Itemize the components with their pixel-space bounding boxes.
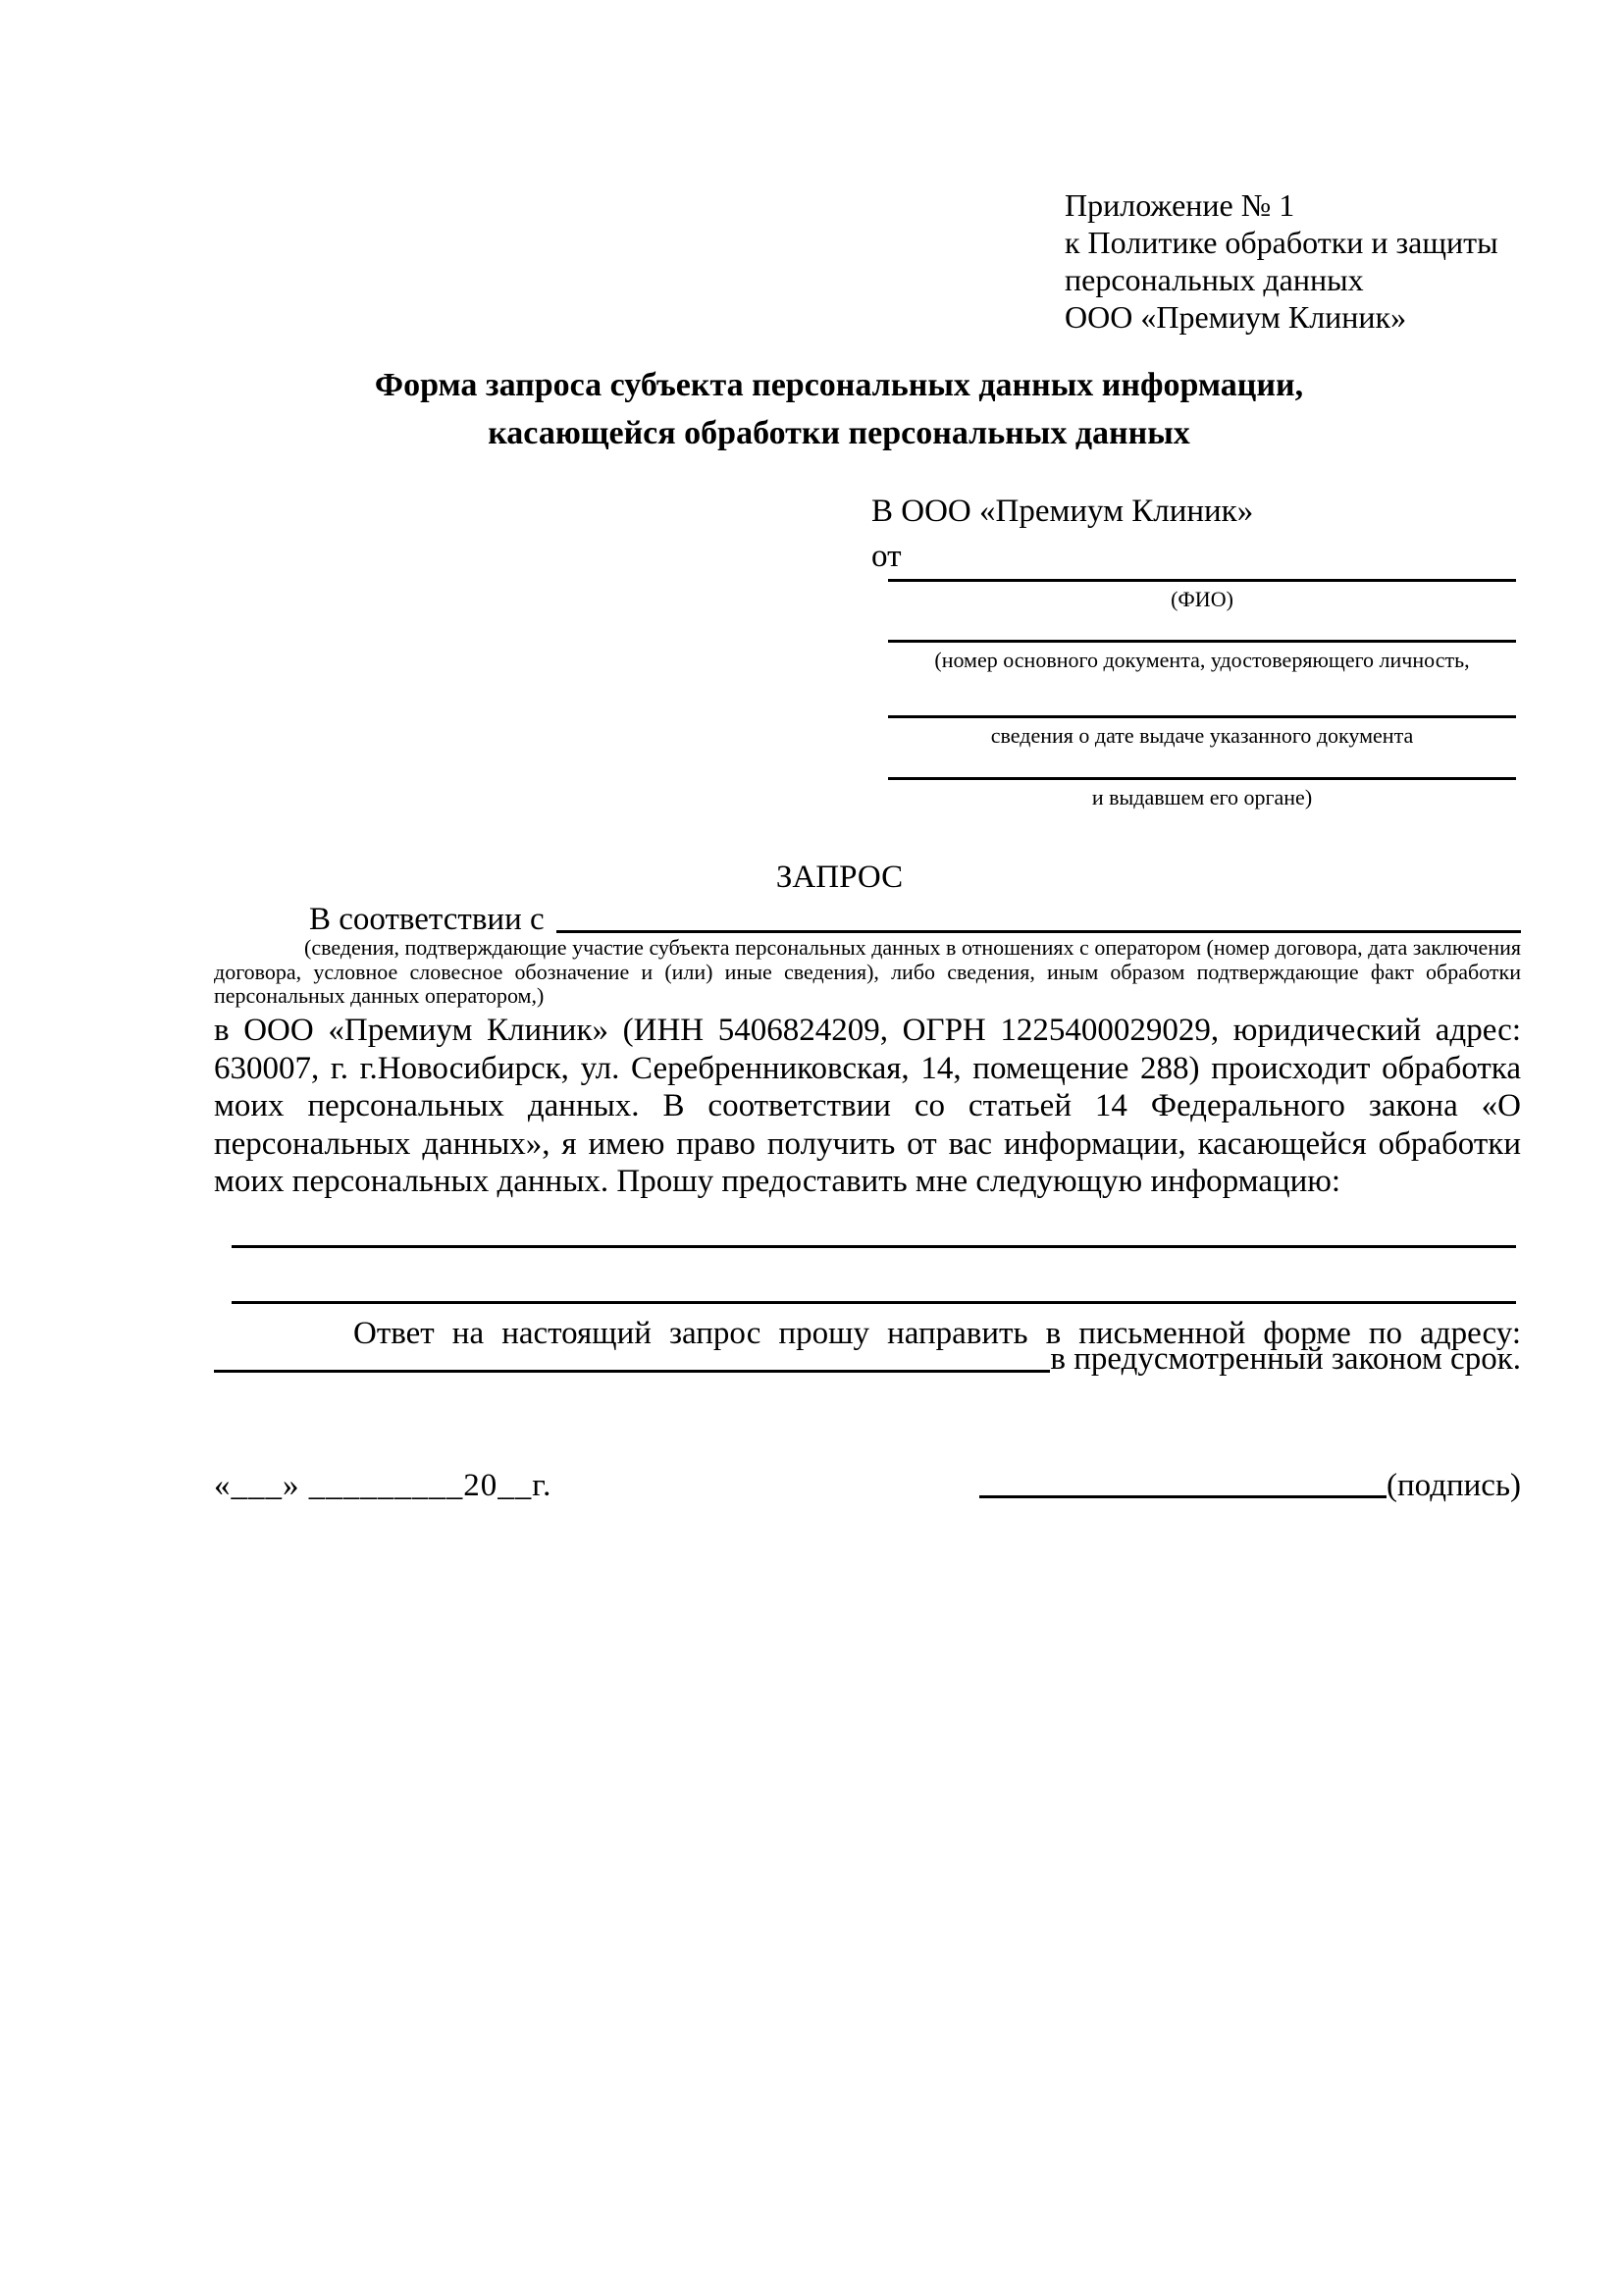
document-number-blank-line[interactable] — [888, 640, 1516, 643]
issue-date-caption: сведения о дате выдаче указанного документа — [990, 723, 1414, 748]
fio-blank-line[interactable] — [888, 579, 1516, 582]
compliance-row — [214, 901, 1521, 938]
info-blank-line-1[interactable] — [232, 1245, 1516, 1248]
signature-blank-line[interactable] — [979, 1462, 1387, 1498]
document-title-line: Форма запроса субъекта персональных данных информации, — [374, 367, 1304, 403]
address-blank-line[interactable] — [214, 1340, 1050, 1373]
document-title — [186, 361, 1492, 457]
signature-row — [214, 1462, 1521, 1504]
fio-caption: (ФИО) — [1171, 587, 1233, 611]
appendix-header — [1065, 186, 1498, 336]
signature-caption: (подпись) — [1387, 1468, 1521, 1503]
appendix-line: ООО «Премиум Клиник» — [1065, 299, 1407, 335]
issuer-blank-line[interactable] — [888, 777, 1516, 780]
reply-address-row — [214, 1340, 1521, 1378]
compliance-blank-line[interactable] — [556, 901, 1521, 933]
document-number-caption: (номер основного документа, удостоверяющего личность, — [934, 648, 1470, 672]
issue-date-blank-line[interactable] — [888, 715, 1516, 718]
addressee-org: В ООО «Премиум Клиник» — [871, 494, 1254, 529]
appendix-line: Приложение № 1 — [1065, 187, 1295, 223]
appendix-line: персональных данных — [1065, 262, 1364, 297]
date-field[interactable]: «___» _________20__г. — [214, 1468, 552, 1503]
footnote-text: (сведения, подтверждающие участие субъекта персональных данных в отношениях с оператором (номер договора, дата заключения договора, условное словесное обозначение и (или) иные сведения), либо сведения, иным образом подтверждающие факт обработки персональных данных оператором,) — [214, 935, 1521, 1008]
reply-instruction: Ответ на настоящий запрос прошу направить в письменной форме по адресу: — [353, 1316, 1521, 1351]
appendix-line: к Политике обработки и защиты — [1065, 225, 1498, 260]
reply-deadline: в предусмотренный законом срок. — [1050, 1341, 1521, 1377]
compliance-label: В соответствии с — [309, 902, 545, 937]
issuer-caption: и выдавшем его органе) — [1091, 785, 1313, 809]
document-title-line: касающейся обработки персональных данных — [488, 415, 1190, 451]
addressee-from-label: от — [871, 539, 902, 574]
info-blank-line-2[interactable] — [232, 1301, 1516, 1304]
request-heading: ЗАПРОС — [775, 860, 904, 895]
request-body: в ООО «Премиум Клиник» (ИНН 5406824209, ОГРН 1225400029029, юридический адрес: 630007, г. г.Новосибирск, ул. Серебренниковская, 14, помещение 288) происходит обработка моих персональных данных. В соответствии со статьей 14 Федерального закона «О персональных данных», я имею право получить от вас информации, касающейся обработки моих персональных данных. Прошу предоставить мне следующую информацию: — [214, 1013, 1521, 1199]
